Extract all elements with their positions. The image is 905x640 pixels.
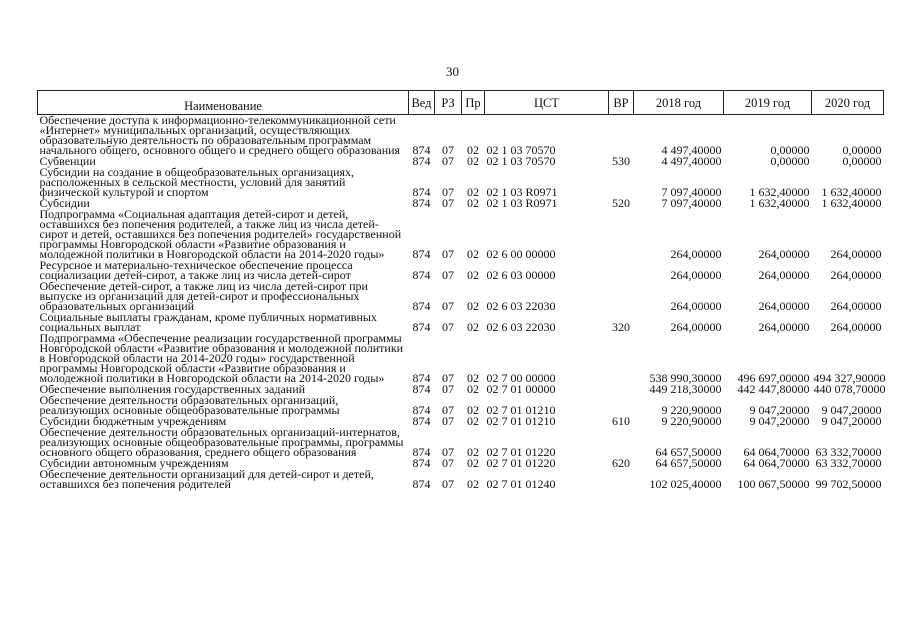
table-row bbox=[38, 115, 884, 157]
row-value-2019: 9 047,20000 bbox=[749, 414, 810, 428]
row-value-2020: 0,00000 bbox=[842, 143, 882, 157]
row-ved: 874 bbox=[412, 403, 431, 417]
row-value-2020: 264,00000 bbox=[830, 268, 882, 282]
row-rz: 07 bbox=[442, 299, 454, 313]
row-value-2019: 1 632,40000 bbox=[749, 196, 810, 210]
row-vr bbox=[609, 333, 634, 384]
row-rz: 07 bbox=[442, 456, 454, 470]
row-value-2019: 496 697,00000 bbox=[737, 371, 810, 385]
row-value-2018: 4 497,40000 bbox=[661, 154, 722, 168]
row-ved: 874 bbox=[412, 456, 431, 470]
row-pr: 02 bbox=[467, 268, 479, 282]
row-ved: 874 bbox=[412, 185, 431, 199]
row-pr: 02 bbox=[467, 154, 479, 168]
row-value-2018: 538 990,30000 bbox=[649, 371, 722, 385]
header-2018: 2018 год bbox=[634, 91, 724, 115]
row-pr: 02 bbox=[467, 196, 479, 210]
row-value-2019: 0,00000 bbox=[770, 143, 810, 157]
row-vr: 610 bbox=[612, 414, 630, 428]
header-2020: 2020 год bbox=[812, 91, 884, 115]
table-row bbox=[38, 333, 884, 384]
row-pr: 02 bbox=[467, 320, 479, 334]
row-name: Субвенции bbox=[39, 154, 96, 168]
row-cst: 02 7 00 00000 bbox=[486, 371, 556, 385]
row-rz: 07 bbox=[442, 382, 454, 396]
row-value-2020: 494 327,90000 bbox=[813, 371, 886, 385]
row-rz: 07 bbox=[442, 477, 454, 491]
row-value-2019: 264,00000 bbox=[758, 299, 810, 313]
header-rz: РЗ bbox=[435, 91, 462, 115]
row-cst: 02 7 01 01220 bbox=[486, 445, 556, 459]
row-value-2020: 9 047,20000 bbox=[821, 403, 882, 417]
row-rz: 07 bbox=[442, 196, 454, 210]
row-value-2019: 264,00000 bbox=[758, 247, 810, 261]
row-value-2018: 264,00000 bbox=[670, 268, 722, 282]
row-name: Подпрограмма «Социальная адаптация детей-сирот и детей, оставшихся без попечения родителей, а также лиц из числа детей-сирот и детей, оставшихся без попечения родителей» государственной программы Новгородской области «Развитие образования и молодежной политики в Новгородской области на 2014-2020 годы» bbox=[39, 207, 402, 261]
table-row bbox=[38, 167, 884, 198]
row-vr bbox=[609, 167, 634, 198]
row-value-2018: 102 025,40000 bbox=[649, 477, 722, 491]
row-pr: 02 bbox=[467, 403, 479, 417]
row-ved: 874 bbox=[412, 268, 431, 282]
row-pr: 02 bbox=[467, 247, 479, 261]
row-value-2018: 9 220,90000 bbox=[661, 403, 722, 417]
row-value-2020: 63 332,70000 bbox=[815, 445, 882, 459]
row-value-2020: 264,00000 bbox=[830, 299, 882, 313]
row-ved: 874 bbox=[412, 196, 431, 210]
header-vr: ВР bbox=[609, 91, 634, 115]
row-vr bbox=[609, 427, 634, 458]
row-name: Обеспечение выполнения государственных заданий bbox=[39, 382, 306, 396]
row-cst: 02 7 01 01240 bbox=[486, 477, 556, 491]
row-name: Обеспечение деятельности образовательных организаций-интернатов, реализующих основные общеобразовательные программы, программы основного общего образования, среднего общего образования bbox=[39, 425, 404, 459]
row-value-2020: 440 078,70000 bbox=[813, 382, 886, 396]
row-value-2019: 100 067,50000 bbox=[737, 477, 810, 491]
row-value-2018: 9 220,90000 bbox=[661, 414, 722, 428]
row-pr: 02 bbox=[467, 143, 479, 157]
row-rz: 07 bbox=[442, 414, 454, 428]
row-value-2020: 9 047,20000 bbox=[821, 414, 882, 428]
row-value-2020: 1 632,40000 bbox=[821, 196, 882, 210]
row-pr: 02 bbox=[467, 477, 479, 491]
row-name: Социальные выплаты гражданам, кроме публичных нормативных социальных выплат bbox=[39, 310, 377, 334]
row-name: Субсидии автономным учреждениям bbox=[39, 456, 229, 470]
row-vr: 320 bbox=[612, 320, 630, 334]
row-ved: 874 bbox=[412, 299, 431, 313]
row-ved: 874 bbox=[412, 371, 431, 385]
row-rz: 07 bbox=[442, 185, 454, 199]
row-vr bbox=[609, 395, 634, 416]
row-value-2019: 264,00000 bbox=[758, 320, 810, 334]
table-header-row bbox=[38, 91, 884, 115]
row-value-2018: 4 497,40000 bbox=[661, 143, 722, 157]
header-ved: Вед bbox=[409, 91, 435, 115]
row-value-2019: 264,00000 bbox=[758, 268, 810, 282]
row-ved: 874 bbox=[412, 320, 431, 334]
row-vr: 530 bbox=[612, 154, 630, 168]
header-pr: Пр bbox=[462, 91, 485, 115]
row-value-2018: 7 097,40000 bbox=[661, 185, 722, 199]
row-vr bbox=[609, 115, 634, 157]
row-ved: 874 bbox=[412, 445, 431, 459]
row-name: Обеспечение доступа к информационно-телекоммуникационной сети «Интернет» муниципальных организаций, осуществляющих образовательную деятельность по образовательным программам начального общего, основного общего и среднего общего образования bbox=[39, 113, 401, 157]
table-row bbox=[38, 260, 884, 281]
row-name: Обеспечение деятельности организаций для детей-сирот и детей, оставшихся без попечения родителей bbox=[39, 467, 374, 491]
row-vr bbox=[609, 469, 634, 490]
row-value-2019: 442 447,80000 bbox=[737, 382, 810, 396]
row-cst: 02 7 01 01210 bbox=[486, 414, 556, 428]
row-cst: 02 6 00 00000 bbox=[486, 247, 556, 261]
row-rz: 07 bbox=[442, 445, 454, 459]
row-value-2019: 9 047,20000 bbox=[749, 403, 810, 417]
row-rz: 07 bbox=[442, 143, 454, 157]
page-number: 30 bbox=[446, 64, 459, 79]
row-cst: 02 1 03 70570 bbox=[486, 154, 556, 168]
row-value-2019: 0,00000 bbox=[770, 154, 810, 168]
row-value-2019: 1 632,40000 bbox=[749, 185, 810, 199]
table-row bbox=[38, 281, 884, 312]
row-vr bbox=[609, 209, 634, 260]
table-row bbox=[38, 209, 884, 260]
row-pr: 02 bbox=[467, 185, 479, 199]
row-cst: 02 7 01 00000 bbox=[486, 382, 556, 396]
row-value-2018: 7 097,40000 bbox=[661, 196, 722, 210]
row-name: Субсидии на создание в общеобразовательных организациях, расположенных в сельской местности, условий для занятий физической культурой и спортом bbox=[39, 165, 355, 199]
row-vr bbox=[609, 260, 634, 281]
row-name: Ресурсное и материально-техническое обеспечение процесса социализации детей-сирот, а также лиц из числа детей-сирот bbox=[39, 258, 353, 282]
row-vr bbox=[609, 281, 634, 312]
row-vr: 620 bbox=[612, 456, 630, 470]
row-value-2018: 64 657,50000 bbox=[655, 456, 722, 470]
row-ved: 874 bbox=[412, 477, 431, 491]
row-pr: 02 bbox=[467, 414, 479, 428]
row-ved: 874 bbox=[412, 382, 431, 396]
row-pr: 02 bbox=[467, 382, 479, 396]
row-value-2018: 264,00000 bbox=[670, 247, 722, 261]
row-cst: 02 1 03 R0971 bbox=[486, 196, 558, 210]
row-vr bbox=[609, 384, 634, 395]
row-value-2018: 264,00000 bbox=[670, 320, 722, 334]
row-cst: 02 6 03 00000 bbox=[486, 268, 556, 282]
row-cst: 02 7 01 01220 bbox=[486, 456, 556, 470]
row-value-2019: 64 064,70000 bbox=[743, 445, 810, 459]
row-rz: 07 bbox=[442, 154, 454, 168]
row-name: Подпрограмма «Обеспечение реализации государственной программы Новгородской области «Развитие образования и молодежной политики в Новгородской области на 2014-2020 годы» государственной программы Новгородской области «Развитие образования и молодежной политики в Новгородской области на 2014-2020 годы» bbox=[39, 331, 404, 385]
row-ved: 874 bbox=[412, 154, 431, 168]
row-value-2018: 449 218,30000 bbox=[649, 382, 722, 396]
row-value-2019: 64 064,70000 bbox=[743, 456, 810, 470]
row-ved: 874 bbox=[412, 143, 431, 157]
row-pr: 02 bbox=[467, 299, 479, 313]
row-name: Субсидии бюджетным учреждениям bbox=[39, 414, 227, 428]
row-cst: 02 1 03 70570 bbox=[486, 143, 556, 157]
header-name: Наименование bbox=[38, 91, 409, 115]
row-value-2020: 264,00000 bbox=[830, 320, 882, 334]
row-rz: 07 bbox=[442, 371, 454, 385]
table-row bbox=[38, 395, 884, 416]
row-value-2018: 264,00000 bbox=[670, 299, 722, 313]
row-pr: 02 bbox=[467, 445, 479, 459]
row-value-2020: 1 632,40000 bbox=[821, 185, 882, 199]
row-value-2020: 264,00000 bbox=[830, 247, 882, 261]
row-name: Обеспечение деятельности образовательных организаций, реализующих основные общеобразовательные программы bbox=[39, 393, 340, 417]
row-pr: 02 bbox=[467, 456, 479, 470]
row-ved: 874 bbox=[412, 414, 431, 428]
row-cst: 02 6 03 22030 bbox=[486, 299, 556, 313]
table-body bbox=[38, 115, 884, 491]
row-rz: 07 bbox=[442, 403, 454, 417]
header-2019: 2019 год bbox=[724, 91, 812, 115]
row-rz: 07 bbox=[442, 247, 454, 261]
table-row bbox=[38, 312, 884, 333]
row-value-2020: 63 332,70000 bbox=[815, 456, 882, 470]
row-cst: 02 1 03 R0971 bbox=[486, 185, 558, 199]
row-value-2018: 64 657,50000 bbox=[655, 445, 722, 459]
row-cst: 02 6 03 22030 bbox=[486, 320, 556, 334]
row-vr: 520 bbox=[612, 196, 630, 210]
budget-table bbox=[37, 90, 884, 490]
row-ved: 874 bbox=[412, 247, 431, 261]
row-cst: 02 7 01 01210 bbox=[486, 403, 556, 417]
table-row bbox=[38, 469, 884, 490]
row-value-2020: 0,00000 bbox=[842, 154, 882, 168]
row-name: Обеспечение детей-сирот, а также лиц из числа детей-сирот при выпуске из организаций для детей-сирот и профессиональных образовательных организаций bbox=[39, 279, 368, 313]
row-rz: 07 bbox=[442, 320, 454, 334]
row-value-2020: 99 702,50000 bbox=[815, 477, 882, 491]
row-name: Субсидии bbox=[39, 196, 90, 210]
row-rz: 07 bbox=[442, 268, 454, 282]
row-pr: 02 bbox=[467, 371, 479, 385]
table-row bbox=[38, 427, 884, 458]
header-cst: ЦСТ bbox=[485, 91, 609, 115]
